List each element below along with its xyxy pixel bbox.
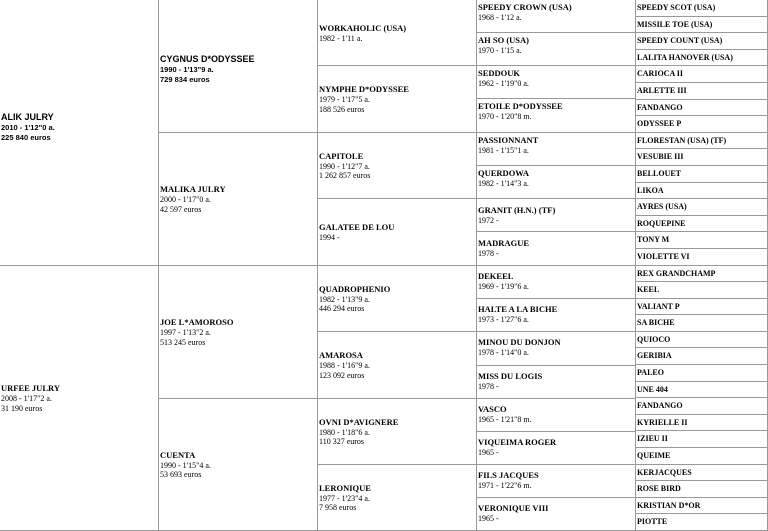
cell-content xyxy=(637,367,766,378)
cell-content xyxy=(637,417,766,428)
gen5-cell xyxy=(636,116,768,133)
horse-name[interactable]: MISS DU LOGIS xyxy=(478,371,543,381)
gen5-cell xyxy=(636,465,768,481)
gen3-cell xyxy=(318,332,477,399)
gen4-cell xyxy=(477,33,636,66)
horse-name[interactable]: SPEEDY CROWN (USA) xyxy=(478,2,572,12)
cell-content xyxy=(637,118,766,129)
horse-name[interactable]: VERONIQUE VIII xyxy=(478,503,549,513)
cell-content xyxy=(637,467,766,478)
gen2-cell xyxy=(159,399,318,531)
cell-content xyxy=(637,433,766,444)
cell-content xyxy=(319,151,475,181)
horse-earnings: 1 262 857 euros xyxy=(319,171,371,180)
gen5-cell xyxy=(636,216,768,232)
horse-name[interactable]: HALTE A LA BICHE xyxy=(478,304,558,314)
horse-name[interactable]: QUIOCO xyxy=(637,335,671,344)
gen5-cell xyxy=(636,249,768,266)
gen5-cell xyxy=(636,66,768,83)
cell-content xyxy=(637,301,766,312)
horse-earnings: 42 597 euros xyxy=(160,204,202,214)
horse-name[interactable]: JOE L*AMOROSO xyxy=(160,317,234,327)
horse-details: 1988 - 1'16"9 a. xyxy=(319,361,370,370)
horse-name[interactable]: URFEE JULRY xyxy=(1,383,60,393)
horse-name[interactable]: VIQUEIMA ROGER xyxy=(478,437,557,447)
horse-name[interactable]: GERIBIA xyxy=(637,351,672,360)
cell-content xyxy=(637,334,766,345)
horse-name[interactable]: QUEIME xyxy=(637,451,671,460)
gen4-cell xyxy=(477,232,636,266)
gen5-cell xyxy=(636,431,768,448)
gen5-cell xyxy=(636,282,768,299)
cell-content xyxy=(1,383,157,413)
gen4-cell xyxy=(477,0,636,33)
gen4-cell xyxy=(477,66,636,99)
gen5-cell xyxy=(636,17,768,33)
horse-earnings: 729 834 euros xyxy=(160,74,210,84)
cell-content xyxy=(160,317,316,347)
horse-details: 1990 - 1'13"9 a. xyxy=(160,65,214,74)
horse-details: 1982 - 1'11 a. xyxy=(319,33,363,43)
horse-details: 2008 - 1'17"2 a. xyxy=(1,394,52,403)
gen4-cell xyxy=(477,465,636,498)
cell-content xyxy=(478,503,634,524)
horse-details: 1970 - 1'15 a. xyxy=(478,46,522,55)
horse-details: 1997 - 1'13"2 a. xyxy=(160,328,211,337)
gen4-cell xyxy=(477,399,636,432)
horse-name[interactable]: LALITA HANOVER (USA) xyxy=(637,53,733,62)
horse-details: 2000 - 1'17"0 a. xyxy=(160,195,211,204)
horse-name[interactable]: MISSILE TOE (USA) xyxy=(637,20,713,29)
cell-content xyxy=(478,304,634,325)
horse-earnings: 225 840 euros xyxy=(1,132,51,142)
horse-details: 1994 - xyxy=(319,232,340,242)
horse-name[interactable]: VIOLETTE VI xyxy=(637,252,690,261)
gen2-cell xyxy=(159,266,318,399)
horse-name[interactable]: AYRES (USA) xyxy=(637,202,687,211)
horse-details: 1978 - 1'14"0 a. xyxy=(478,348,529,357)
gen4-cell xyxy=(477,498,636,531)
horse-name[interactable]: KYRIELLE II xyxy=(637,418,688,427)
horse-details: 1980 - 1'18"6 a. xyxy=(319,427,370,437)
gen5-cell xyxy=(636,100,768,116)
horse-name[interactable]: NYMPHE D*ODYSSEE xyxy=(319,84,409,94)
gen5-cell xyxy=(636,382,768,398)
sire-cell xyxy=(0,0,159,266)
cell-content xyxy=(637,151,766,162)
cell-content xyxy=(478,404,634,425)
horse-details: 1973 - 1'27"6 a. xyxy=(478,315,529,324)
cell-content xyxy=(637,168,766,179)
cell-content xyxy=(637,483,766,494)
horse-details: 1978 - xyxy=(478,382,499,391)
horse-name[interactable]: SPEEDY COUNT (USA) xyxy=(637,36,723,45)
horse-details: 1982 - 1'13"9 a. xyxy=(319,294,370,304)
horse-details: 1978 - xyxy=(478,249,499,258)
horse-details: 1965 - xyxy=(478,448,499,457)
cell-content xyxy=(319,350,475,380)
gen3-cell xyxy=(318,266,477,332)
gen4-cell xyxy=(477,99,636,133)
cell-content xyxy=(478,35,634,56)
horse-earnings: 7 958 euros xyxy=(319,503,357,512)
gen5-cell xyxy=(636,398,768,415)
horse-name[interactable]: QUERDOWA xyxy=(478,168,530,178)
horse-earnings: 446 294 euros xyxy=(319,304,365,313)
gen5-cell xyxy=(636,183,768,199)
horse-name[interactable]: VESUBIE III xyxy=(637,152,684,161)
cell-content xyxy=(478,68,634,89)
cell-content xyxy=(637,317,766,328)
gen4-cell xyxy=(477,199,636,232)
gen5-cell xyxy=(636,33,768,50)
horse-details: 1977 - 1'23"4 a. xyxy=(319,493,370,503)
horse-name[interactable]: GRANIT (H.N.) (TF) xyxy=(478,205,556,215)
horse-name[interactable]: ETOILE D*ODYSSEE xyxy=(478,101,563,111)
cell-content xyxy=(478,371,634,392)
cell-content xyxy=(637,52,766,63)
gen2-cell xyxy=(159,133,318,266)
horse-name[interactable]: REX GRANDCHAMP xyxy=(637,269,716,278)
horse-earnings: 53 693 euros xyxy=(160,470,202,479)
gen5-cell xyxy=(636,166,768,183)
horse-earnings: 513 245 euros xyxy=(160,337,206,347)
gen5-cell xyxy=(636,199,768,216)
gen5-cell xyxy=(636,315,768,332)
gen4-cell xyxy=(477,266,636,299)
cell-content xyxy=(319,284,475,314)
gen3-cell xyxy=(318,133,477,199)
cell-content xyxy=(637,234,766,245)
horse-details: 2010 - 1'12"0 a. xyxy=(1,123,55,132)
horse-name[interactable]: LIKOA xyxy=(637,186,664,195)
cell-content xyxy=(637,68,766,79)
horse-details: 1982 - 1'14"3 a. xyxy=(478,179,529,188)
horse-name[interactable]: UNE 404 xyxy=(637,385,668,394)
horse-name[interactable]: FANDANGO xyxy=(637,401,683,410)
cell-content xyxy=(160,450,316,480)
horse-name[interactable]: KRISTIAN D*OR xyxy=(637,501,701,510)
horse-name[interactable]: ROSE BIRD xyxy=(637,484,681,493)
gen5-cell xyxy=(636,133,768,149)
gen4-cell xyxy=(477,432,636,465)
gen5-cell xyxy=(636,448,768,465)
cell-content xyxy=(637,2,766,13)
horse-name[interactable]: ALIK JULRY xyxy=(1,112,54,122)
horse-name[interactable]: FANDANGO xyxy=(637,103,683,112)
horse-earnings: 123 092 euros xyxy=(319,370,365,380)
cell-content xyxy=(478,101,634,122)
gen4-cell xyxy=(477,366,636,399)
gen5-cell xyxy=(636,50,768,66)
horse-name[interactable]: MINOU DU DONJON xyxy=(478,337,561,347)
horse-name[interactable]: SEDDOUK xyxy=(478,68,521,78)
gen4-cell xyxy=(477,166,636,199)
cell-content xyxy=(637,500,766,511)
horse-name[interactable]: MADRAGUE xyxy=(478,238,529,248)
cell-content xyxy=(637,19,766,30)
cell-content xyxy=(637,251,766,262)
gen2-cell xyxy=(159,0,318,133)
horse-earnings: 188 526 euros xyxy=(319,104,365,114)
gen5-cell xyxy=(636,299,768,315)
gen3-cell xyxy=(318,0,477,66)
cell-content xyxy=(637,135,766,146)
horse-details: 1990 - 1'12"7 a. xyxy=(319,161,370,171)
horse-name[interactable]: FLORESTAN (USA) (TF) xyxy=(637,136,727,145)
horse-name[interactable]: PIOTTE xyxy=(637,517,668,526)
cell-content xyxy=(637,284,766,295)
gen3-cell xyxy=(318,199,477,266)
horse-name[interactable]: KERJACQUES xyxy=(637,468,692,477)
gen3-cell xyxy=(318,399,477,465)
horse-earnings: 110 327 euros xyxy=(319,437,365,446)
horse-details: 1968 - 1'12 a. xyxy=(478,13,522,22)
horse-name[interactable]: PASSIONNANT xyxy=(478,135,539,145)
cell-content xyxy=(637,384,766,395)
gen5-cell xyxy=(636,332,768,348)
gen3-cell xyxy=(318,66,477,133)
horse-name[interactable]: QUADROPHENIO xyxy=(319,283,391,294)
cell-content xyxy=(319,417,475,447)
cell-content xyxy=(478,337,634,358)
gen5-cell xyxy=(636,415,768,431)
gen5-cell xyxy=(636,149,768,166)
gen5-cell xyxy=(636,266,768,282)
horse-name[interactable]: PALEO xyxy=(637,368,664,377)
gen5-cell xyxy=(636,514,768,531)
cell-content xyxy=(637,35,766,46)
horse-name[interactable]: OVNI D*AVIGNERE xyxy=(319,416,399,427)
cell-content xyxy=(478,135,634,156)
cell-content xyxy=(478,2,634,23)
cell-content xyxy=(637,516,766,527)
horse-name[interactable]: ARLETTE III xyxy=(637,86,687,95)
cell-content xyxy=(478,470,634,491)
horse-name[interactable]: IZIEU II xyxy=(637,434,668,443)
cell-content xyxy=(637,102,766,113)
cell-content xyxy=(319,84,475,114)
cell-content xyxy=(478,437,634,458)
horse-details: 1972 - xyxy=(478,216,499,225)
horse-name[interactable]: GALATEE DE LOU xyxy=(319,221,395,232)
cell-content xyxy=(637,201,766,212)
gen5-cell xyxy=(636,0,768,17)
gen5-cell xyxy=(636,83,768,100)
horse-details: 1971 - 1'22"6 m. xyxy=(478,481,532,490)
horse-details: 1965 - 1'21"8 m. xyxy=(478,415,532,424)
horse-name[interactable]: SA BICHE xyxy=(637,318,675,327)
cell-content xyxy=(637,400,766,411)
gen4-cell xyxy=(477,332,636,366)
horse-name[interactable]: ROQUEPINE xyxy=(637,219,686,228)
horse-name[interactable]: VASCO xyxy=(478,404,507,414)
horse-name[interactable]: FILS JACQUES xyxy=(478,470,539,480)
horse-details: 1990 - 1'15"4 a. xyxy=(160,460,211,470)
gen4-cell xyxy=(477,299,636,332)
horse-details: 1979 - 1'17"5 a. xyxy=(319,95,370,104)
gen5-cell xyxy=(636,481,768,498)
gen5-cell xyxy=(636,498,768,514)
cell-content xyxy=(637,218,766,229)
cell-content xyxy=(478,205,634,226)
horse-name[interactable]: KEEL xyxy=(637,285,660,294)
cell-content xyxy=(637,85,766,96)
horse-name[interactable]: WORKAHOLIC (USA) xyxy=(319,22,407,33)
gen3-cell xyxy=(318,465,477,531)
horse-name[interactable]: VALIANT P xyxy=(637,302,680,311)
horse-name[interactable]: CAPITOLE xyxy=(319,150,364,161)
cell-content xyxy=(160,184,316,214)
horse-details: 1970 - 1'20"8 m. xyxy=(478,112,532,121)
cell-content xyxy=(637,350,766,361)
horse-name[interactable]: AMAROSA xyxy=(319,350,363,360)
cell-content xyxy=(478,271,634,292)
gen4-cell xyxy=(477,133,636,166)
horse-details: 1962 - 1'19"0 a. xyxy=(478,79,529,88)
horse-name[interactable]: MALIKA JULRY xyxy=(160,184,226,194)
horse-name[interactable]: DEKEEL xyxy=(478,271,514,281)
horse-earnings: 31 190 euros xyxy=(1,403,43,413)
cell-content xyxy=(478,238,634,259)
horse-name[interactable]: CYGNUS D*ODYSSEE xyxy=(160,54,255,64)
dam-cell xyxy=(0,266,159,531)
horse-name[interactable]: TONY M xyxy=(637,235,670,244)
cell-content xyxy=(637,450,766,461)
horse-details: 1981 - 1'15"1 a. xyxy=(478,146,529,155)
cell-content xyxy=(319,222,475,243)
horse-details: 1969 - 1'19"6 a. xyxy=(478,282,529,291)
cell-content xyxy=(319,483,475,513)
cell-content xyxy=(478,168,634,189)
horse-name[interactable]: CARIOCA II xyxy=(637,69,684,78)
cell-content xyxy=(319,22,475,43)
horse-details: 1965 - xyxy=(478,514,499,523)
horse-name[interactable]: AH SO (USA) xyxy=(478,35,530,45)
gen5-cell xyxy=(636,348,768,365)
gen5-cell xyxy=(636,232,768,249)
horse-name[interactable]: CUENTA xyxy=(160,449,196,460)
cell-content xyxy=(637,268,766,279)
horse-name[interactable]: SPEEDY SCOT (USA) xyxy=(637,3,716,12)
horse-name[interactable]: LERONIQUE xyxy=(319,482,371,493)
gen5-cell xyxy=(636,365,768,382)
horse-name[interactable]: BELLOUET xyxy=(637,169,682,178)
cell-content xyxy=(637,185,766,196)
horse-name[interactable]: ODYSSEE P xyxy=(637,119,682,128)
